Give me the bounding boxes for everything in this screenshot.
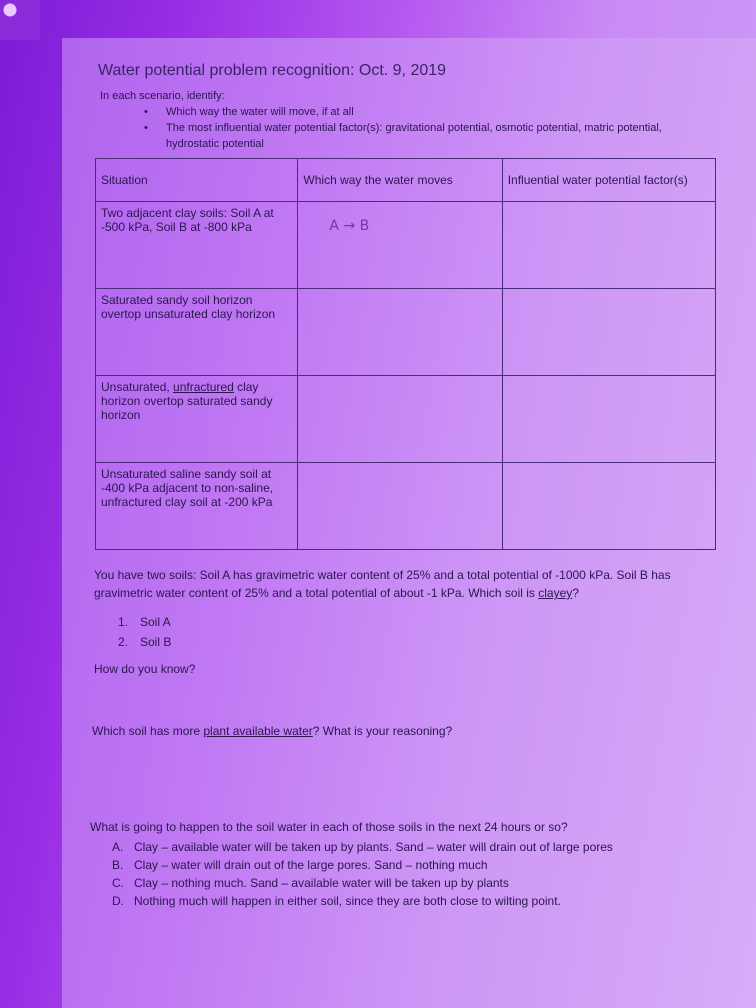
option-item[interactable] — [118, 612, 171, 632]
header-situation: Situation — [96, 159, 298, 202]
water-moves-cell[interactable] — [298, 202, 502, 289]
option-letter: A. — [112, 840, 124, 854]
question-text: Which soil has more — [92, 724, 204, 738]
question-clayey — [94, 566, 714, 602]
situation-underlined-text: unfractured — [173, 380, 234, 394]
intro-text: In each scenario, identify: — [100, 90, 225, 102]
situation-text: clay horizon overtop saturated sandy horizon — [101, 380, 273, 422]
factors-cell[interactable] — [502, 289, 715, 376]
question-24-hours: What is going to happen to the soil water in each of those soils in the next 24 hours or so? — [90, 820, 568, 834]
option-label: Clay – available water will be taken up by plants. Sand – water will drain out of large pores — [134, 840, 613, 854]
table-row — [96, 202, 716, 289]
worksheet-title: Water potential problem recognition: Oct. 9, 2019 — [98, 62, 447, 79]
situation-cell: Two adjacent clay soils: Soil A at -500 kPa, Soil B at -800 kPa — [96, 202, 298, 289]
table-header-row — [96, 159, 716, 202]
situation-cell: Saturated sandy soil horizon overtop unsaturated clay horizon — [96, 289, 298, 376]
option-item[interactable] — [112, 856, 722, 874]
factors-cell[interactable] — [502, 202, 715, 289]
factors-cell[interactable] — [502, 463, 715, 550]
factors-cell[interactable] — [502, 376, 715, 463]
table-row — [96, 463, 716, 550]
option-label: Clay – nothing much. Sand – available water will be taken up by plants — [134, 876, 509, 890]
situation-cell: Unsaturated saline sandy soil at -400 kPa adjacent to non-saline, unfractured clay soil at -200 kPa — [96, 463, 298, 550]
option-label: Nothing much will happen in either soil, since they are both close to wilting point. — [134, 894, 561, 908]
option-item[interactable] — [112, 838, 722, 856]
instruction-item: • Which way the water will move, if at all — [140, 104, 700, 120]
option-label: Clay – water will drain out of the large pores. Sand – nothing much — [134, 858, 488, 872]
question-text-end: ? What is your reasoning? — [312, 724, 453, 738]
question-text: You have two soils: Soil A has gravimetric water content of 25% and a total potential of -1000 kPa. Soil B has gravimetric water content of 25% and a total potential of about -1 kPa. Which soil is — [94, 568, 671, 600]
option-letter: C. — [112, 876, 124, 890]
water-moves-cell[interactable] — [298, 289, 502, 376]
header-factors: Influential water potential factor(s) — [502, 159, 715, 202]
handwritten-answer: A → B — [329, 218, 370, 234]
question-plant-water — [92, 724, 452, 738]
water-moves-cell[interactable] — [298, 376, 502, 463]
water-moves-cell[interactable] — [298, 463, 502, 550]
option-item[interactable] — [112, 874, 722, 892]
background-corner — [0, 0, 40, 40]
situation-cell — [96, 376, 298, 463]
clayey-options — [118, 612, 171, 652]
option-number: 2. — [118, 635, 129, 649]
situation-text: Unsaturated, — [101, 380, 174, 394]
option-label: Soil B — [140, 635, 172, 649]
option-item[interactable] — [118, 632, 171, 652]
question-how-know: How do you know? — [94, 662, 196, 676]
question-text-end: ? — [572, 586, 579, 600]
option-letter: B. — [112, 858, 124, 872]
table-row — [96, 376, 716, 463]
scenario-table — [95, 158, 716, 550]
option-label: Soil A — [140, 615, 171, 629]
underlined-term: clayey — [538, 586, 573, 600]
option-item[interactable] — [112, 892, 722, 910]
instruction-list — [140, 104, 700, 152]
header-water-moves: Which way the water moves — [298, 159, 502, 202]
underlined-term: plant available water — [203, 724, 313, 738]
table-row — [96, 289, 716, 376]
option-number: 1. — [118, 615, 129, 629]
instruction-item: • The most influential water potential factor(s): gravitational potential, osmotic potential, matric potential, hydrostatic potential — [140, 120, 700, 152]
option-letter: D. — [112, 894, 124, 908]
24-hours-options — [112, 838, 722, 910]
